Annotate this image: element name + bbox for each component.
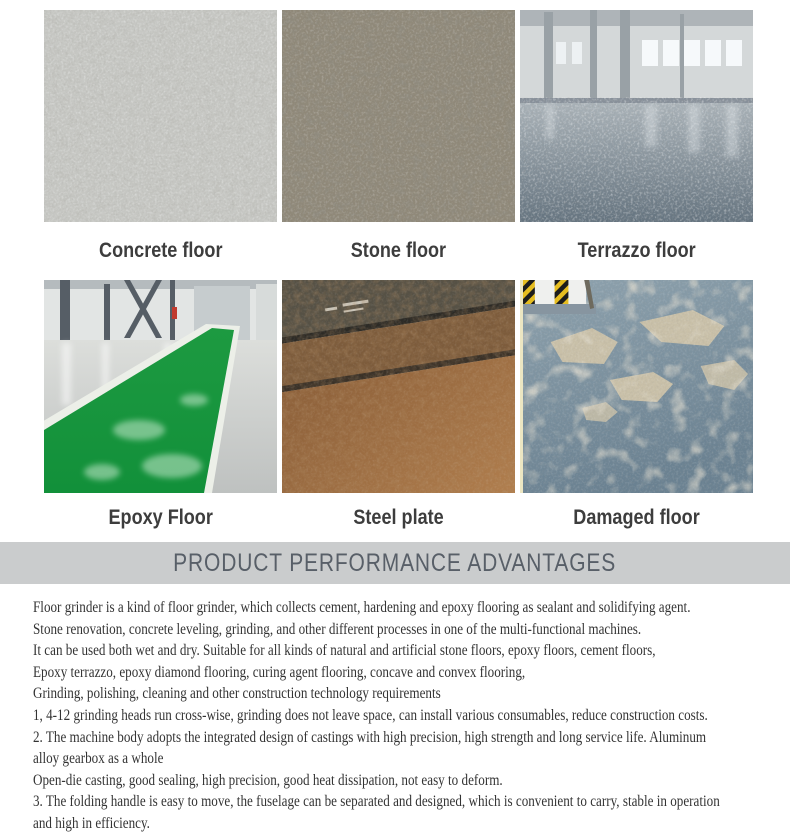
description-line: Epoxy terrazzo, epoxy diamond flooring, curing agent flooring, concave and convex flooring, bbox=[33, 663, 526, 681]
description-line: Stone renovation, concrete leveling, grinding, and other different processes in one of the multi-functional machines. bbox=[33, 620, 642, 638]
terrazzo-scene bbox=[520, 10, 753, 222]
caption-text: Steel plate bbox=[353, 505, 444, 529]
stone-texture bbox=[282, 10, 515, 222]
concrete-texture bbox=[44, 10, 277, 222]
floor-card-caption bbox=[44, 222, 277, 280]
steel-plate-photo bbox=[282, 280, 515, 493]
floor-card-terrazzo bbox=[520, 10, 753, 280]
description-line: Grinding, polishing, cleaning and other construction technology requirements bbox=[33, 685, 441, 703]
description-line: Open-die casting, good sealing, high precision, good heat dissipation, not easy to deform. bbox=[33, 771, 503, 789]
floor-card-steel bbox=[282, 280, 515, 542]
description-line: 2. The machine body adopts the integrated design of castings with high precision, high strength and long service life. Aluminum bbox=[33, 728, 707, 746]
description-line: Floor grinder is a kind of floor grinder, which collects cement, hardening and epoxy flooring as sealant and solidifying agent. bbox=[33, 599, 691, 616]
damaged-floor-photo bbox=[520, 280, 753, 493]
product-description bbox=[0, 584, 790, 835]
caption-text: Epoxy Floor bbox=[108, 505, 213, 529]
stone-floor-photo bbox=[282, 10, 515, 222]
description-line: 1, 4-12 grinding heads run cross-wise, grinding does not leave space, can install various consumables, reduce construction costs. bbox=[33, 706, 708, 724]
epoxy-scene bbox=[44, 280, 277, 493]
floor-card-caption bbox=[44, 493, 277, 542]
concrete-floor-photo bbox=[44, 10, 277, 222]
section-title: PRODUCT PERFORMANCE ADVANTAGES bbox=[173, 548, 617, 577]
description-line: It can be used both wet and dry. Suitable for all kinds of natural and artificial stone floors, epoxy floors, cement floors, bbox=[33, 642, 656, 660]
floor-card-caption bbox=[520, 493, 753, 542]
caption-text: Damaged floor bbox=[573, 505, 700, 529]
floor-card-damaged bbox=[520, 280, 753, 542]
terrazzo-floor-photo bbox=[520, 10, 753, 222]
caption-text: Concrete floor bbox=[98, 239, 223, 262]
section-header-banner bbox=[0, 542, 790, 584]
steel-scene bbox=[282, 280, 515, 493]
floor-card-caption bbox=[282, 493, 515, 542]
floor-grid-row-2 bbox=[0, 280, 790, 542]
floor-card-concrete bbox=[44, 10, 277, 280]
caption-text: Terrazzo floor bbox=[577, 239, 696, 262]
floor-card-caption bbox=[282, 222, 515, 280]
floor-card-caption bbox=[520, 222, 753, 280]
description-line: 3. The folding handle is easy to move, the fuselage can be separated and designed, which is convenient to carry, stable in operation bbox=[33, 793, 720, 811]
floor-grid-row-1 bbox=[0, 0, 790, 280]
hazard-column bbox=[523, 280, 596, 314]
damaged-scene bbox=[523, 280, 753, 493]
description-line: alloy gearbox as a whole bbox=[33, 750, 164, 768]
description-line: and high in efficiency. bbox=[33, 814, 150, 832]
floor-card-stone bbox=[282, 10, 515, 280]
floor-card-epoxy bbox=[44, 280, 277, 542]
caption-text: Stone floor bbox=[350, 239, 447, 262]
epoxy-floor-photo bbox=[44, 280, 277, 493]
